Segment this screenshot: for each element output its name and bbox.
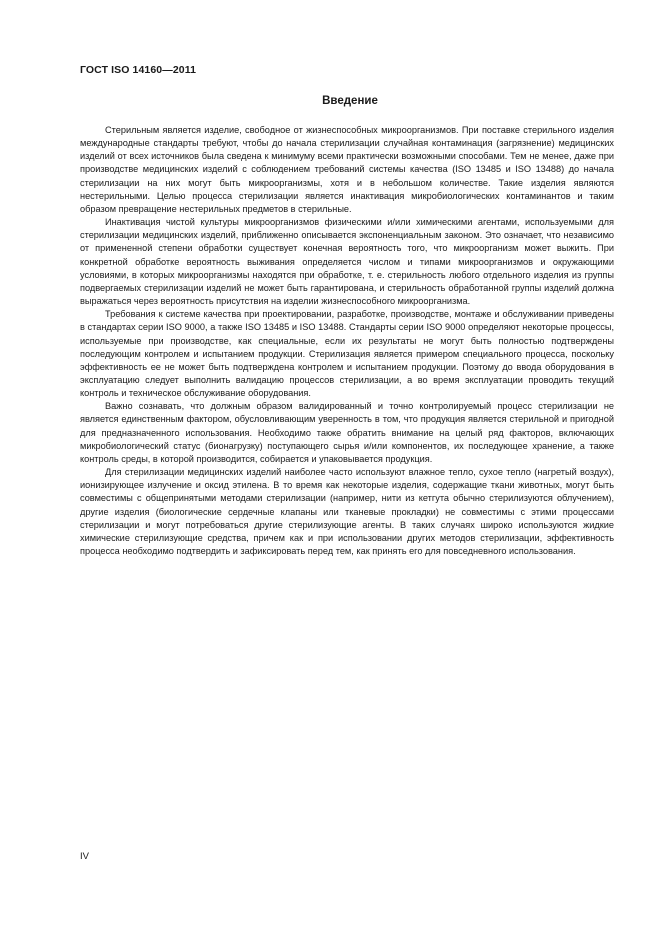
- page-number: IV: [80, 851, 89, 862]
- section-title: Введение: [322, 95, 378, 107]
- standard-code: ГОСТ ISO 14160—2011: [80, 64, 197, 76]
- paragraph: Инактивация чистой культуры микроорганизмов физическими и/или химическими агентами, используемыми для стерилизации медицинских изделий, приближенно описывается экспоненциальным законом. Это означает, что независимо от примененной степени обработки существует конечная вероятность того, что микроорганизм может выжить. При конкретной обработке вероятность выживания определяется числом и типами микроорганизмов и окружающими условиями, в которых микроорганизмы находятся при обработке, т. е. стерильность любого отдельного изделия из группы подвергаемых стерилизации изделий не может быть гарантирована, и стерильность обработанной группы изделий должна выражаться через вероятность присутствия на изделии жизнеспособного микроорганизма.: [80, 217, 614, 307]
- paragraph: Важно сознавать, что должным образом валидированный и точно контролируемый процесс стерилизации не является единственным фактором, обусловливающим уверенность в том, что продукция является стерильной и пригодной для предназначенного использования. Необходимо также обратить внимание на целый ряд факторов, включающих микробиологический статус (бионагрузку) поступающего сырья и/или компонентов, их последующее хранение, а также контроль среды, в которой производится, собирается и упаковывается продукция.: [80, 401, 614, 464]
- paragraph: Требования к системе качества при проектировании, разработке, производстве, монтаже и обслуживании приведены в стандартах серии ISO 9000, а также ISO 13485 и ISO 13488. Стандарты серии ISO 9000 определяют некоторые процессы, используемые при производстве, как специальные, если их результаты не могут быть полностью подтверждены последующим контролем и испытанием продукции. Стерилизация является примером специального процесса, поскольку эффективность ее не может быть подтверждена контролем и испытанием продукции. Поэтому до ввода оборудования в эксплуатацию следует выполнить валидацию процессов стерилизации, а во время эксплуатации проводить текущий контроль и техническое обслуживание оборудования.: [80, 309, 614, 399]
- paragraph: Для стерилизации медицинских изделий наиболее часто используют влажное тепло, сухое тепло (нагретый воздух), ионизирующее излучение и оксид этилена. В то время как некоторые изделия, содержащие ткани животных, могут быть совместимы с общепринятыми методами стерилизации (например, нити из кетгута обычно стерилизуются облучением), другие изделия (биологические сердечные клапаны или тканевые прокладки) не совместимы с этими процессами стерилизации и могут потребоваться другие стерилизующие агенты. В таких случаях широко используются жидкие химические стерилизующие средства, причем как и при использовании других методов стерилизации, эффективность процесса необходимо подтвердить и зафиксировать перед тем, как принять его для повседневного использования.: [80, 467, 614, 556]
- document-body: [80, 124, 614, 558]
- paragraph: Стерильным является изделие, свободное от жизнеспособных микроорганизмов. При поставке стерильного изделия международные стандарты требуют, чтобы до начала стерилизации случайная контаминация (загрязнение) медицинских изделий от всех источников была сведена к минимуму всеми практически возможными способами. Тем не менее, даже при производстве медицинских изделий с соблюдением требований системы качества (ISO 13485 и ISO 13488) до начала стерилизации на них могут быть микроорганизмы, хотя и в небольшом количестве. Такие изделия являются нестерильными. Целью процесса стерилизации является инактивация микробиологических контаминантов и таким образом превращение нестерильных предметов в стерильные.: [80, 125, 614, 214]
- document-header: [80, 64, 196, 76]
